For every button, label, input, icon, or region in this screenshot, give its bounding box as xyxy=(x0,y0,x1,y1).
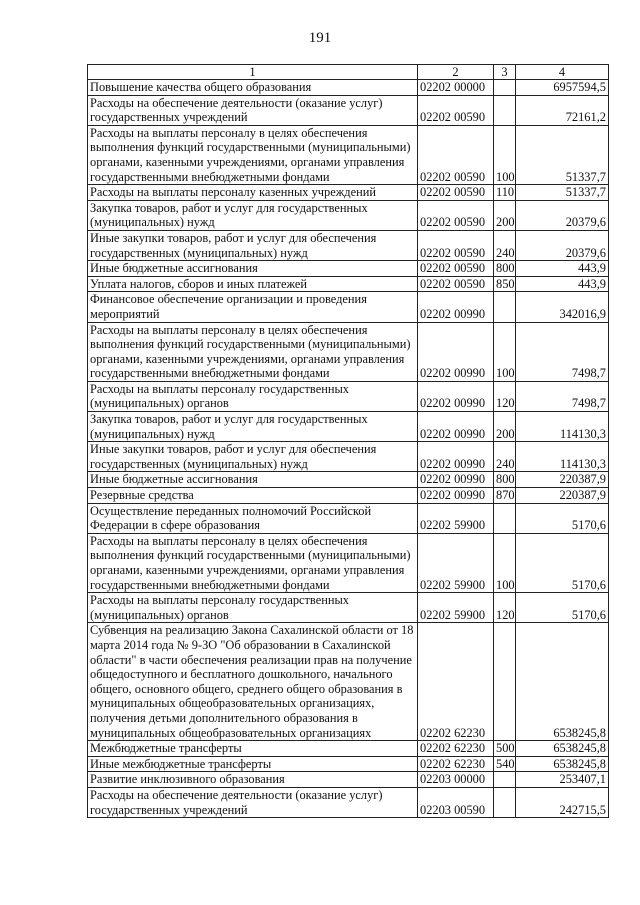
row-name: Субвенция на реализацию Закона Сахалинской области от 18 марта 2014 года № 9-ЗО "Об образовании в Сахалинской области" в части обеспечения реализации прав на получение общедоступного и бесплатного дошкольного, начального общего, основного общего, среднего общего образования в муниципальных общеобразовательных организациях, получения детьми дополнительного образования в муниципальных общеобразовательных организациях xyxy=(88,623,418,741)
row-expense-type: 200 xyxy=(494,412,516,442)
row-expense-type: 500 xyxy=(494,741,516,757)
table-row xyxy=(88,95,609,125)
table-row xyxy=(88,503,609,533)
column-header-amount: 4 xyxy=(516,65,609,80)
row-code: 02202 00590 xyxy=(418,185,494,201)
page-number: 191 xyxy=(308,30,332,46)
row-name: Иные межбюджетные трансферты xyxy=(88,756,418,772)
table-row xyxy=(88,787,609,817)
row-name: Иные закупки товаров, работ и услуг для обеспечения государственных (муниципальных) нужд xyxy=(88,442,418,472)
row-amount: 6538245,8 xyxy=(516,741,609,757)
row-amount: 5170,6 xyxy=(516,503,609,533)
row-amount: 72161,2 xyxy=(516,95,609,125)
table-row xyxy=(88,593,609,623)
table-row xyxy=(88,322,609,381)
row-expense-type: 850 xyxy=(494,276,516,292)
row-amount: 51337,7 xyxy=(516,185,609,201)
row-expense-type: 100 xyxy=(494,125,516,184)
row-expense-type: 200 xyxy=(494,200,516,230)
table-row xyxy=(88,472,609,488)
row-name: Расходы на выплаты персоналу казенных учреждений xyxy=(88,185,418,201)
row-amount: 7498,7 xyxy=(516,322,609,381)
row-amount: 220387,9 xyxy=(516,488,609,504)
row-expense-type: 240 xyxy=(494,230,516,260)
table-row xyxy=(88,292,609,322)
row-code: 02202 00990 xyxy=(418,292,494,322)
row-name: Расходы на выплаты персоналу в целях обеспечения выполнения функций государственными (муниципальными) органами, казенными учреждениями, органами управления государственными внебюджетными фондами xyxy=(88,322,418,381)
row-name: Осуществление переданных полномочий Российской Федерации в сфере образования xyxy=(88,503,418,533)
table-row xyxy=(88,276,609,292)
table-row xyxy=(88,125,609,184)
row-name: Расходы на выплаты персоналу в целях обеспечения выполнения функций государственными (муниципальными) органами, казенными учреждениями, органами управления государственными внебюджетными фондами xyxy=(88,125,418,184)
table-row xyxy=(88,412,609,442)
row-expense-type: 240 xyxy=(494,442,516,472)
row-code: 02202 62230 xyxy=(418,756,494,772)
row-amount: 253407,1 xyxy=(516,772,609,788)
row-amount: 242715,5 xyxy=(516,787,609,817)
table-row xyxy=(88,741,609,757)
table-row xyxy=(88,200,609,230)
row-amount: 6538245,8 xyxy=(516,756,609,772)
row-code: 02203 00000 xyxy=(418,772,494,788)
row-expense-type xyxy=(494,80,516,96)
row-amount: 51337,7 xyxy=(516,125,609,184)
row-code: 02202 00000 xyxy=(418,80,494,96)
row-code: 02202 00590 xyxy=(418,200,494,230)
row-code: 02202 59900 xyxy=(418,533,494,592)
table-row xyxy=(88,80,609,96)
row-code: 02202 00990 xyxy=(418,472,494,488)
table-row xyxy=(88,772,609,788)
table-row xyxy=(88,442,609,472)
row-name: Иные закупки товаров, работ и услуг для обеспечения государственных (муниципальных) нужд xyxy=(88,230,418,260)
table-row xyxy=(88,185,609,201)
column-header-type: 3 xyxy=(494,65,516,80)
row-name: Развитие инклюзивного образования xyxy=(88,772,418,788)
row-expense-type: 540 xyxy=(494,756,516,772)
column-header-name: 1 xyxy=(88,65,418,80)
row-amount: 6957594,5 xyxy=(516,80,609,96)
row-expense-type xyxy=(494,787,516,817)
row-name: Расходы на обеспечение деятельности (оказание услуг) государственных учреждений xyxy=(88,95,418,125)
row-code: 02203 00590 xyxy=(418,787,494,817)
table-row xyxy=(88,756,609,772)
row-amount: 342016,9 xyxy=(516,292,609,322)
row-name: Межбюджетные трансферты xyxy=(88,741,418,757)
row-amount: 20379,6 xyxy=(516,200,609,230)
row-amount: 6538245,8 xyxy=(516,623,609,741)
table-row xyxy=(88,533,609,592)
row-expense-type xyxy=(494,623,516,741)
row-name: Закупка товаров, работ и услуг для государственных (муниципальных) нужд xyxy=(88,412,418,442)
table-row xyxy=(88,230,609,260)
row-code: 02202 00990 xyxy=(418,442,494,472)
header-row xyxy=(88,65,609,80)
row-expense-type: 870 xyxy=(494,488,516,504)
row-code: 02202 00990 xyxy=(418,488,494,504)
row-expense-type xyxy=(494,292,516,322)
row-amount: 220387,9 xyxy=(516,472,609,488)
row-code: 02202 00990 xyxy=(418,322,494,381)
row-name: Расходы на выплаты персоналу государственных (муниципальных) органов xyxy=(88,381,418,411)
row-code: 02202 59900 xyxy=(418,593,494,623)
row-name: Расходы на обеспечение деятельности (оказание услуг) государственных учреждений xyxy=(88,787,418,817)
row-expense-type xyxy=(494,503,516,533)
row-amount: 5170,6 xyxy=(516,593,609,623)
row-expense-type: 120 xyxy=(494,381,516,411)
row-expense-type: 800 xyxy=(494,472,516,488)
row-name: Резервные средства xyxy=(88,488,418,504)
row-name: Расходы на выплаты персоналу в целях обеспечения выполнения функций государственными (муниципальными) органами, казенными учреждениями, органами управления государственными внебюджетными фондами xyxy=(88,533,418,592)
row-code: 02202 00990 xyxy=(418,412,494,442)
row-amount: 7498,7 xyxy=(516,381,609,411)
row-code: 02202 62230 xyxy=(418,741,494,757)
row-name: Иные бюджетные ассигнования xyxy=(88,472,418,488)
row-expense-type: 100 xyxy=(494,533,516,592)
row-amount: 5170,6 xyxy=(516,533,609,592)
row-name: Иные бюджетные ассигнования xyxy=(88,261,418,277)
row-code: 02202 62230 xyxy=(418,623,494,741)
row-expense-type xyxy=(494,95,516,125)
row-expense-type: 800 xyxy=(494,261,516,277)
row-name: Повышение качества общего образования xyxy=(88,80,418,96)
table-row xyxy=(88,261,609,277)
table-row xyxy=(88,488,609,504)
row-code: 02202 59900 xyxy=(418,503,494,533)
table-row xyxy=(88,381,609,411)
row-expense-type: 100 xyxy=(494,322,516,381)
row-code: 02202 00990 xyxy=(418,381,494,411)
row-code: 02202 00590 xyxy=(418,276,494,292)
row-name: Закупка товаров, работ и услуг для государственных (муниципальных) нужд xyxy=(88,200,418,230)
row-code: 02202 00590 xyxy=(418,230,494,260)
budget-table xyxy=(87,64,609,818)
row-amount: 443,9 xyxy=(516,261,609,277)
table-row xyxy=(88,623,609,741)
row-expense-type: 120 xyxy=(494,593,516,623)
row-amount: 443,9 xyxy=(516,276,609,292)
row-amount: 114130,3 xyxy=(516,412,609,442)
row-name: Финансовое обеспечение организации и проведения мероприятий xyxy=(88,292,418,322)
row-code: 02202 00590 xyxy=(418,95,494,125)
row-expense-type: 110 xyxy=(494,185,516,201)
row-code: 02202 00590 xyxy=(418,125,494,184)
row-name: Уплата налогов, сборов и иных платежей xyxy=(88,276,418,292)
row-name: Расходы на выплаты персоналу государственных (муниципальных) органов xyxy=(88,593,418,623)
row-amount: 20379,6 xyxy=(516,230,609,260)
column-header-code: 2 xyxy=(418,65,494,80)
row-amount: 114130,3 xyxy=(516,442,609,472)
row-code: 02202 00590 xyxy=(418,261,494,277)
row-expense-type xyxy=(494,772,516,788)
